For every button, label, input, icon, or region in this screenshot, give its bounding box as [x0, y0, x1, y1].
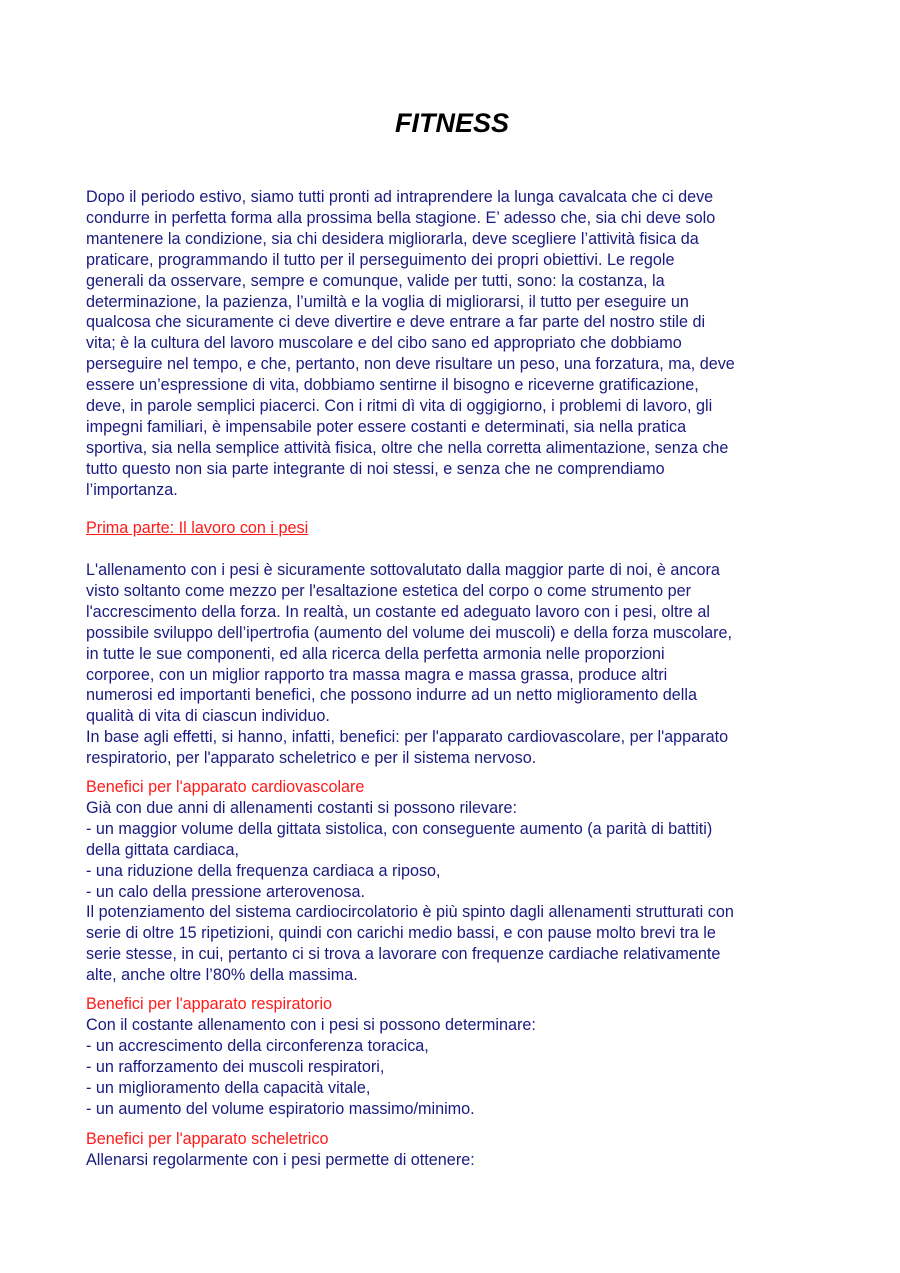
part-one-heading-section [86, 518, 818, 539]
respiratory-paragraph: Con il costante allenamento con i pesi si possono determinare: - un accrescimento della circonferenza toracica, - un rafforzamento dei muscoli respiratori, - un miglioramento della capacità vitale, - un aumento del volume espiratorio massimo/minimo. [86, 1015, 536, 1118]
part-one-heading: Prima parte: Il lavoro con i pesi [86, 519, 309, 537]
cardio-section [86, 777, 818, 986]
cardio-paragraph: Già con due anni di allenamenti costanti si possono rilevare: - un maggior volume della gittata sistolica, con conseguente aumento (a parità di battiti) della gittata cardiaca, - una riduzione della frequenza cardiaca a riposo, - un calo della pressione arterovenosa. Il potenziamento del sistema cardiocircolatorio è più spinto dagli allenamenti strutturati con serie di oltre 15 ripetizioni, quindi con carichi medio bassi, e con pause molto brevi tra le serie stesse, in cui, pertanto ci si trova a lavorare con frequenze cardiache relativamente alte, anche oltre l’80% della massima. [86, 798, 734, 985]
skeletal-section [86, 1129, 818, 1171]
cardio-heading: Benefici per l'apparato cardiovascolare [86, 778, 365, 796]
intro-section [86, 187, 818, 501]
document-title: FITNESS [394, 108, 509, 138]
intro-paragraph: Dopo il periodo estivo, siamo tutti pronti ad intraprendere la lunga cavalcata che ci deve condurre in perfetta forma alla prossima bella stagione. E’ adesso che, sia chi deve solo mantenere la condizione, sia chi desidera migliorarla, deve scegliere l’attività fisica da praticare, programmando il tutto per il perseguimento dei propri obiettivi. Le regole generali da osservare, sempre e comunque, valide per tutti, sono: la costanza, la determinazione, la pazienza, l’umiltà e la voglia di migliorarsi, il tutto per eseguire un qualcosa che sicuramente ci deve divertire e deve entrare a far parte del nostro stile di vita; è la cultura del lavoro muscolare e del cibo sano ed appropriato che dobbiamo perseguire nel tempo, e che, pertanto, non deve risultare un peso, una forzatura, ma, deve essere un’espressione di vita, dobbiamo sentirne il bisogno e riceverne gratificazione, deve, in parole semplici piacerci. Con i ritmi dì vita di oggigiorno, i problemi di lavoro, gli impegni familiari, è impensabile poter essere costanti e determinati, sia nella pratica sportiva, sia nella semplice attività fisica, oltre che nella corretta alimentazione, senza che tutto questo non sia parte integrante di noi stessi, e senza che ne comprendiamo l’importanza. [86, 188, 735, 499]
part-one-paragraph: L'allenamento con i pesi è sicuramente sottovalutato dalla maggior parte di noi, è ancora visto soltanto come mezzo per l'esaltazione estetica del corpo o come strumento per l'accrescimento della forza. In realtà, un costante ed adeguato lavoro con i pesi, oltre al possibile sviluppo dell’ipertrofia (aumento del volume dei muscoli) e della forza muscolare, in tutte le sue componenti, ed alla ricerca della perfetta armonia nelle proporzioni corporee, con un miglior rapporto tra massa magra e massa grassa, produce altri numerosi ed importanti benefici, che possono indurre ad un netto miglioramento della qualità di vita di ciascun individuo. In base agli effetti, si hanno, infatti, benefici: per l'apparato cardiovascolare, per l'apparato respiratorio, per l'apparato scheletrico e per il sistema nervoso. [86, 561, 733, 768]
part-one-section [86, 560, 818, 769]
skeletal-paragraph: Allenarsi regolarmente con i pesi permette di ottenere: [86, 1150, 475, 1169]
respiratory-section [86, 994, 818, 1119]
respiratory-heading: Benefici per l'apparato respiratorio [86, 995, 333, 1013]
skeletal-heading: Benefici per l'apparato scheletrico [86, 1130, 329, 1148]
